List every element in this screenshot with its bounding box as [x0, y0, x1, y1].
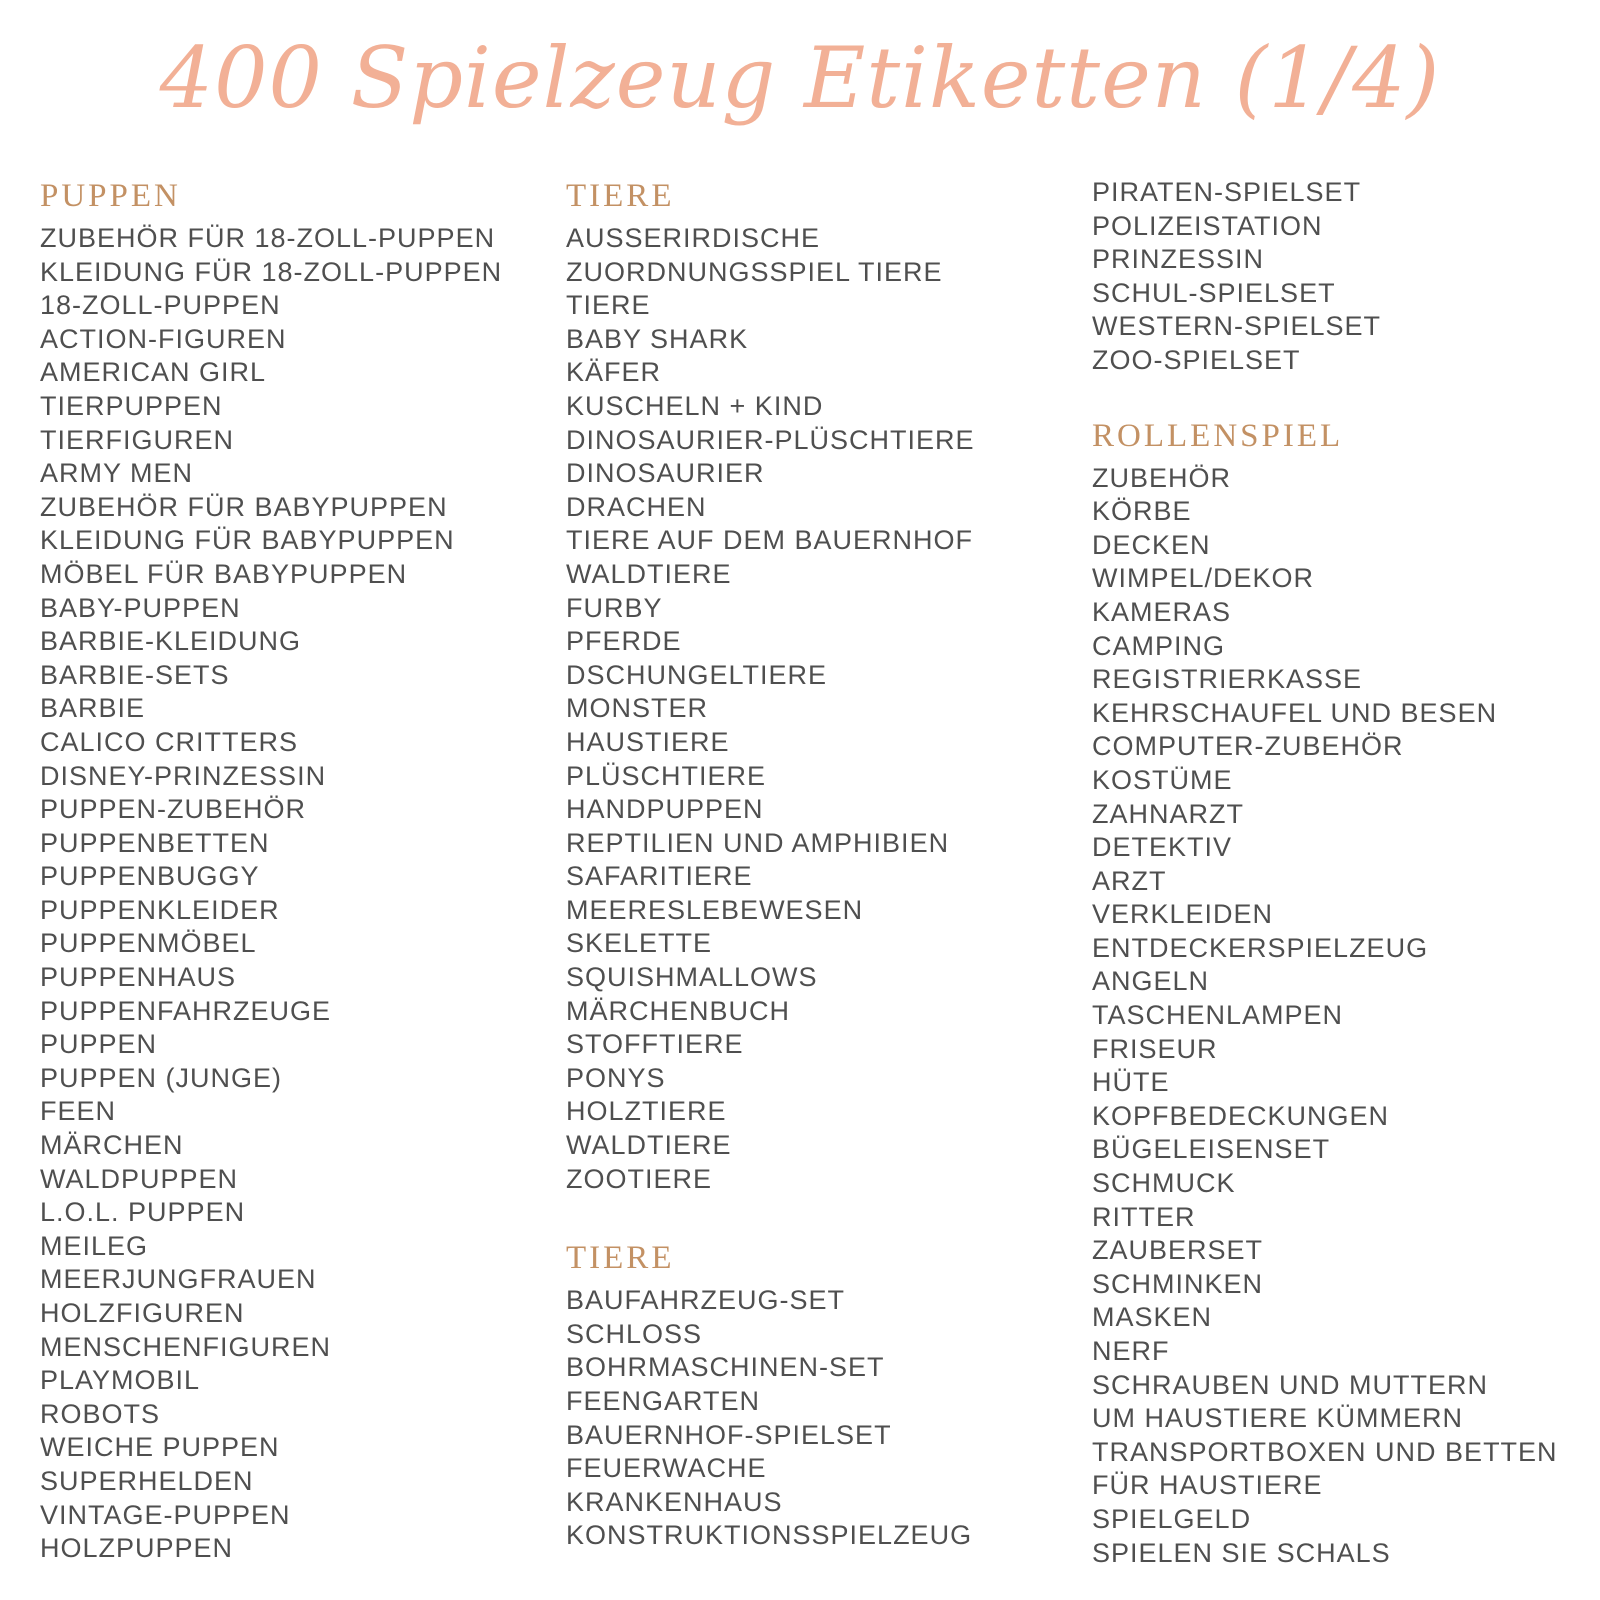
list-item: KÖRBE [1092, 496, 1192, 527]
list-item: BÜGELEISENSET [1092, 1134, 1331, 1165]
list-item: PONYS [566, 1062, 666, 1093]
list-item: MONSTER [566, 693, 708, 724]
list-item: POLIZEISTATION [1092, 210, 1323, 241]
list-item: HÜTE [1092, 1067, 1170, 1098]
list-item: PUPPEN-ZUBEHÖR [40, 794, 307, 825]
list-item: SCHMUCK [1092, 1168, 1236, 1199]
list-item: DISNEY-PRINZESSIN [40, 760, 327, 791]
list-item: SPIELGELD [1092, 1503, 1252, 1534]
list-item: KÄFER [566, 357, 662, 388]
list-item: TIERE [566, 290, 651, 321]
list-item: ANGELN [1092, 966, 1210, 997]
list-item: AUSSERIRDISCHE [566, 223, 821, 253]
list-item: BARBIE-SETS [40, 659, 230, 690]
section-divider [566, 1196, 1086, 1238]
list-item: PUPPEN [40, 1029, 158, 1060]
list-item: PUPPENKLEIDER [40, 894, 280, 925]
section-heading-tiere-2: TIERE [566, 1240, 675, 1277]
list-item: BAUERNHOF-SPIELSET [566, 1419, 892, 1450]
section-heading-puppen: PUPPEN [40, 178, 181, 214]
list-item: ZUBEHÖR FÜR 18-ZOLL-PUPPEN [40, 223, 496, 253]
list-item: SCHRAUBEN UND MUTTERN [1092, 1369, 1489, 1400]
list-item: ZUBEHÖR FÜR BABYPUPPEN [40, 491, 448, 522]
list-item: MEERESLEBEWESEN [566, 894, 864, 925]
list-item: TIERFIGUREN [40, 424, 235, 455]
list-tiere [566, 222, 1086, 1196]
list-item: PLAYMOBIL [40, 1365, 201, 1396]
list-item: SCHUL-SPIELSET [1092, 277, 1336, 308]
list-item: DINOSAURIER-PLÜSCHTIERE [566, 424, 975, 455]
list-item: FEUERWACHE [566, 1453, 767, 1484]
list-item: PIRATEN-SPIELSET [1092, 177, 1362, 207]
list-rollenspiel [1092, 462, 1592, 1571]
list-item: KRANKENHAUS [566, 1486, 783, 1517]
section-divider [1092, 378, 1592, 416]
list-item: WESTERN-SPIELSET [1092, 311, 1382, 342]
list-item: SQUISHMALLOWS [566, 962, 818, 993]
list-item: ZUBEHÖR [1092, 462, 1232, 493]
page-title: 400 Spielzeug Etiketten (1/4) [159, 29, 1441, 127]
list-puppen [40, 222, 560, 1566]
list-item: HAUSTIERE [566, 726, 730, 757]
list-item: HOLZFIGUREN [40, 1298, 245, 1328]
list-item: BABY-PUPPEN [40, 592, 241, 623]
list-item: ACTION-FIGUREN [40, 323, 287, 354]
list-item: ZAUBERSET [1092, 1235, 1264, 1266]
column-puppen [40, 176, 560, 1566]
list-item: UM HAUSTIERE KÜMMERN [1092, 1403, 1464, 1434]
list-item: KLEIDUNG FÜR BABYPUPPEN [40, 525, 455, 556]
list-item: MASKEN [1092, 1302, 1213, 1333]
list-item: PUPPENFAHRZEUGE [40, 995, 332, 1026]
list-item: BARBIE-KLEIDUNG [40, 626, 302, 657]
list-item: STOFFTIERE [566, 1029, 744, 1060]
list-item: FEENGARTEN [566, 1386, 761, 1416]
list-item: WIMPEL/DEKOR [1092, 563, 1315, 594]
list-item: AMERICAN GIRL [40, 357, 267, 388]
list-item: PUPPENBUGGY [40, 861, 260, 892]
list-item: BAUFAHRZEUG-SET [566, 1285, 846, 1316]
list-item: MÄRCHENBUCH [566, 995, 791, 1026]
section-heading-rollenspiel: ROLLENSPIEL [1092, 417, 1344, 454]
list-item: DECKEN [1092, 529, 1211, 560]
list-item: BABY SHARK [566, 323, 749, 354]
list-item: CALICO CRITTERS [40, 726, 299, 757]
list-item: WALDTIERE [566, 1130, 732, 1161]
list-item: VINTAGE-PUPPEN [40, 1499, 291, 1530]
list-item: REGISTRIERKASSE [1092, 664, 1363, 695]
list-item: PUPPENHAUS [40, 962, 237, 993]
list-item: ARZT [1092, 865, 1167, 896]
column-tiere [566, 176, 1086, 1553]
list-item: SCHLOSS [566, 1318, 703, 1349]
list-item: L.O.L. PUPPEN [40, 1197, 246, 1228]
list-item: BARBIE [40, 693, 146, 724]
list-item: BOHRMASCHINEN-SET [566, 1352, 885, 1383]
list-item: PUPPEN (JUNGE) [40, 1062, 283, 1093]
list-item: TIERE AUF DEM BAUERNHOF [566, 525, 974, 556]
list-item: DRACHEN [566, 491, 707, 522]
list-item: HOLZTIERE [566, 1096, 727, 1127]
list-item: HOLZPUPPEN [40, 1533, 234, 1564]
list-item: NERF [1092, 1336, 1170, 1366]
list-item: DSCHUNGELTIERE [566, 659, 828, 690]
list-item: TASCHENLAMPEN [1092, 1000, 1344, 1031]
list-item: SAFARITIERE [566, 861, 753, 892]
list-item: WEICHE PUPPEN [40, 1432, 280, 1463]
list-item: WALDPUPPEN [40, 1163, 239, 1194]
list-item: ZUORDNUNGSSPIEL TIERE [566, 256, 943, 287]
list-item: MEILEG [40, 1230, 149, 1261]
list-item: MÖBEL FÜR BABYPUPPEN [40, 558, 408, 589]
list-item: HANDPUPPEN [566, 794, 764, 825]
list-item: FÜR HAUSTIERE [1092, 1470, 1323, 1501]
list-item: MÄRCHEN [40, 1130, 184, 1161]
list-item: TIERPUPPEN [40, 390, 223, 421]
list-item: DETEKTIV [1092, 832, 1233, 863]
list-item: CAMPING [1092, 630, 1226, 661]
list-item: KOPFBEDECKUNGEN [1092, 1100, 1390, 1131]
list-item: PLÜSCHTIERE [566, 760, 767, 791]
list-item: KUSCHELN + KIND [566, 390, 824, 421]
list-item: KOSTÜME [1092, 764, 1233, 795]
list-item: ENTDECKERSPIELZEUG [1092, 932, 1429, 963]
list-item: SCHMINKEN [1092, 1268, 1264, 1299]
list-item: KONSTRUKTIONSSPIELZEUG [566, 1520, 973, 1551]
list-item: KAMERAS [1092, 596, 1232, 627]
list-item: ZOO-SPIELSET [1092, 344, 1301, 375]
list-item: ARMY MEN [40, 458, 194, 489]
list-item: PUPPENMÖBEL [40, 928, 257, 959]
section-heading-tiere: TIERE [566, 178, 675, 214]
list-item: MEERJUNGFRAUEN [40, 1264, 317, 1295]
list-item: VERKLEIDEN [1092, 899, 1274, 930]
list-item: TRANSPORTBOXEN UND BETTEN [1092, 1436, 1558, 1467]
list-item: ROBOTS [40, 1398, 161, 1429]
list-item: SPIELEN SIE SCHALS [1092, 1537, 1391, 1568]
list-item: PRINZESSIN [1092, 244, 1265, 275]
list-item: FRISEUR [1092, 1033, 1218, 1064]
column-rollenspiel [1092, 176, 1592, 1570]
list-item: COMPUTER-ZUBEHÖR [1092, 731, 1404, 762]
list-item: WALDTIERE [566, 558, 732, 589]
list-item: ZAHNARZT [1092, 798, 1244, 829]
list-item: ZOOTIERE [566, 1163, 713, 1194]
list-item: SKELETTE [566, 928, 713, 959]
list-item: REPTILIEN UND AMPHIBIEN [566, 827, 950, 858]
list-item: 18-ZOLL-PUPPEN [40, 290, 281, 321]
list-spielsets [1092, 176, 1592, 378]
list-item: FEEN [40, 1096, 117, 1127]
list-item: KEHRSCHAUFEL UND BESEN [1092, 697, 1498, 728]
list-item: RITTER [1092, 1201, 1196, 1232]
list-item: MENSCHENFIGUREN [40, 1331, 332, 1362]
list-item: PFERDE [566, 626, 682, 657]
list-item: SUPERHELDEN [40, 1465, 254, 1496]
list-item: KLEIDUNG FÜR 18-ZOLL-PUPPEN [40, 256, 503, 287]
list-item: PUPPENBETTEN [40, 827, 270, 858]
list-item: DINOSAURIER [566, 458, 765, 489]
list-item: FURBY [566, 592, 663, 623]
list-tiere-2 [566, 1284, 1086, 1553]
